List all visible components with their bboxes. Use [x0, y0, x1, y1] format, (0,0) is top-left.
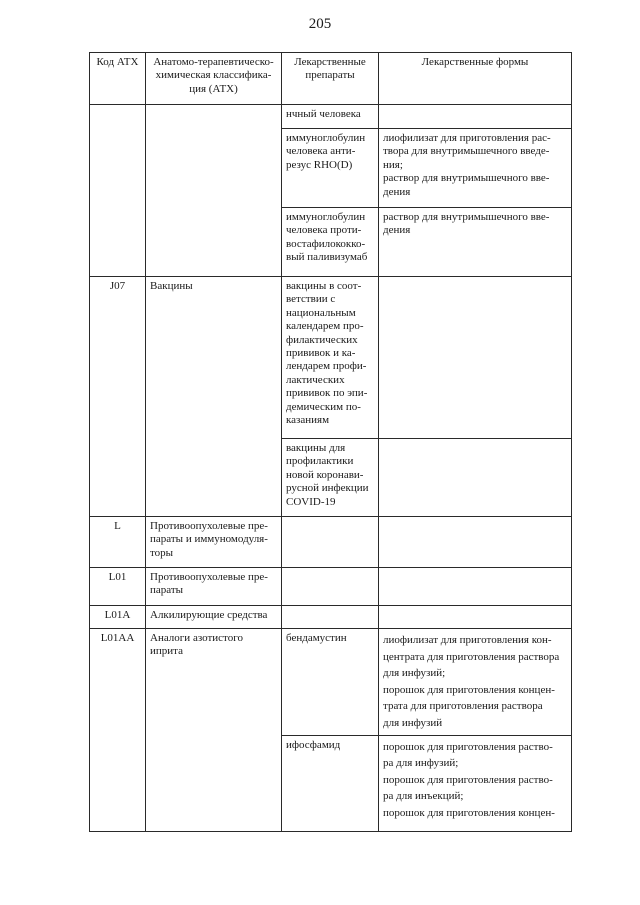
drug-cell [282, 517, 379, 568]
drug-cell [282, 568, 379, 606]
drug-cell: вакцины для профилактики новой коронави- русной инфекции COVID-19 [282, 439, 379, 517]
drug-cell: иммуноглобулин человека проти- востафилококко- вый паливизумаб [282, 208, 379, 277]
forms-cell [379, 517, 572, 568]
forms-cell: раствор для внутримышечного вве- дения [379, 208, 572, 277]
forms-cell: лиофилизат для приготовления рас- твора для внутримышечного введе- ния; раствор для внутримышечного вве- дения [379, 129, 572, 208]
header-forms: Лекарственные формы [379, 53, 572, 105]
classification-cell: Алкилирующие средства [146, 606, 282, 629]
forms-cell [379, 606, 572, 629]
table-row [90, 277, 572, 439]
classification-cell: Аналоги азотистого иприта [146, 629, 282, 832]
table-row [90, 629, 572, 736]
forms-cell [379, 439, 572, 517]
drug-cell: иммуноглобулин человека анти- резус RHO(D) [282, 129, 379, 208]
drug-cell [282, 606, 379, 629]
classification-cell: Вакцины [146, 277, 282, 517]
page-number: 205 [308, 16, 332, 32]
forms-cell: лиофилизат для приготовления кон- центрата для приготовления раствора для инфузий; порошок для приготовления концен- трата для приготовления раствора для инфузий [379, 629, 572, 736]
table-row [90, 517, 572, 568]
forms-cell [379, 105, 572, 129]
classification-cell [146, 105, 282, 277]
header-classification: Анатомо-терапевтическо- химическая классифика- ция (АТХ) [146, 53, 282, 105]
drug-cell: нчный человека [282, 105, 379, 129]
classification-cell: Противоопухолевые пре- параты [146, 568, 282, 606]
forms-cell: порошок для приготовления раство- ра для инфузий; порошок для приготовления раство- ра для инъекций; порошок для приготовления концен- [379, 735, 572, 831]
header-code: Код АТХ [90, 53, 146, 105]
code-cell: L01 [90, 568, 146, 606]
code-cell: L01A [90, 606, 146, 629]
table-row [90, 606, 572, 629]
header-drugs: Лекарственные препараты [282, 53, 379, 105]
table-row [90, 568, 572, 606]
code-cell: J07 [90, 277, 146, 517]
drug-cell: вакцины в соот- ветствии с национальным календарем про- филактических прививок и ка- лендарем профи- лактических прививок по эпи- демическим по- казаниям [282, 277, 379, 439]
table-header-row [90, 53, 572, 105]
classification-cell: Противоопухолевые пре- параты и иммуномодуля- торы [146, 517, 282, 568]
forms-cell [379, 277, 572, 439]
forms-cell [379, 568, 572, 606]
atc-table [89, 52, 572, 832]
code-cell [90, 105, 146, 277]
drug-cell: ифосфамид [282, 735, 379, 831]
code-cell: L [90, 517, 146, 568]
code-cell: L01AA [90, 629, 146, 832]
drug-cell: бендамустин [282, 629, 379, 736]
table-row [90, 105, 572, 129]
